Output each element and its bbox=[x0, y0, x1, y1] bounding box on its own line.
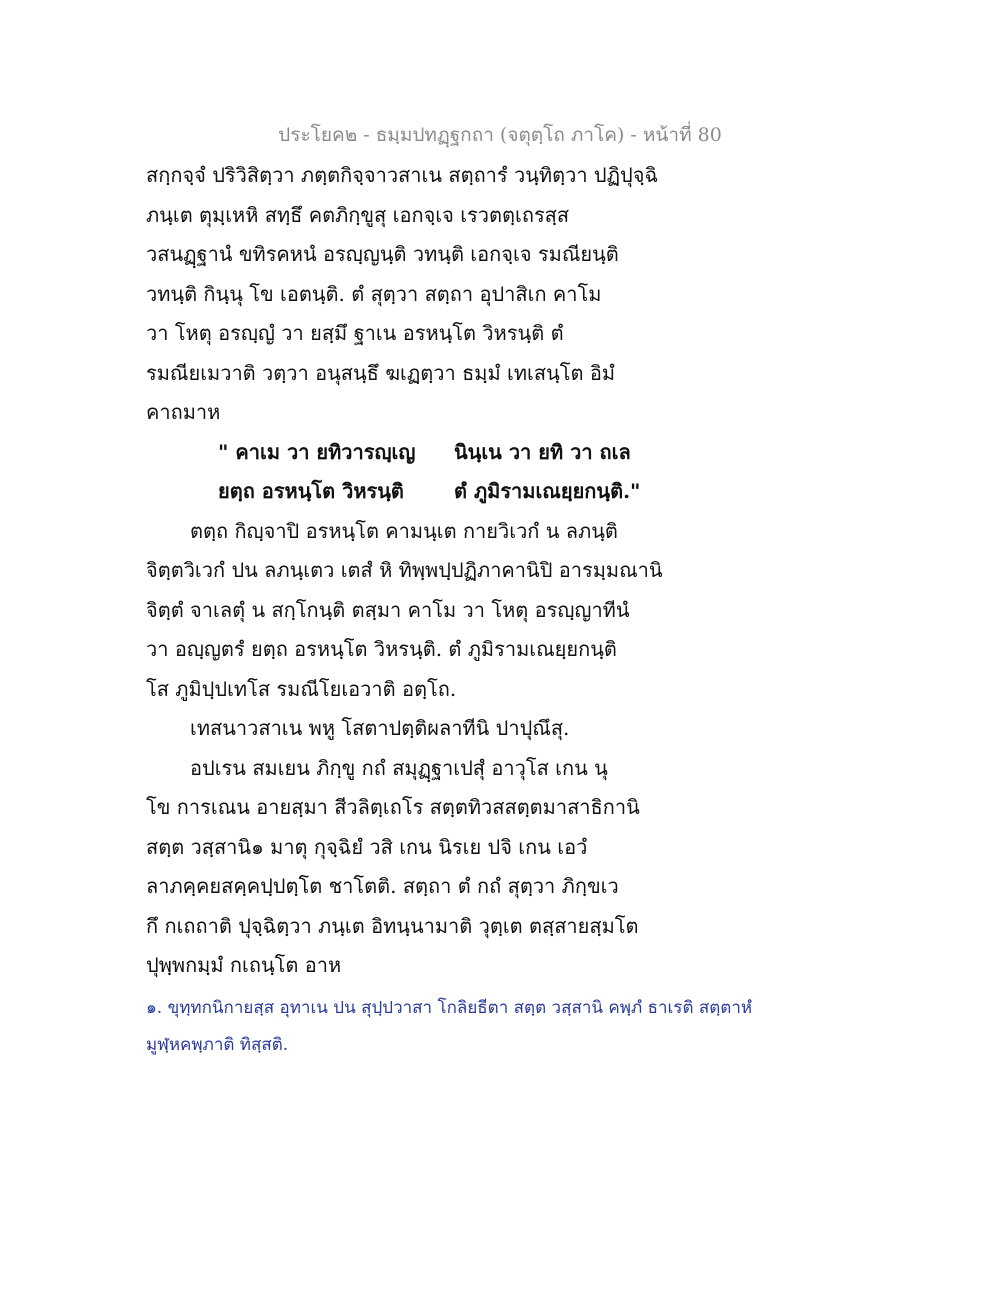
footnote-line: มูฬฺหคพฺภาติ ทิสฺสติ. bbox=[146, 1035, 289, 1055]
text-line: คาถมาห bbox=[146, 400, 221, 424]
text-line: อปเรน สมเยน ภิกฺขู กถํ สมุฏฺฐาเปสุํ อาวุโส เกน นุ bbox=[190, 755, 608, 780]
text-line: ลาภคฺคยสคฺคปฺปตฺโต ชาโตติ. สตฺถา ตํ กถํ สุตฺวา ภิกฺขเว bbox=[146, 874, 619, 898]
verse-block bbox=[146, 433, 706, 512]
verse-half: ตํ ภูมิรามเณยฺยกนฺติ." bbox=[454, 479, 641, 503]
verse-half: นินฺเน วา ยทิ วา ถเล bbox=[454, 439, 631, 464]
footnote bbox=[146, 990, 786, 1064]
text-line: วทนฺติ กินฺนุ โข เอตนฺติ. ตํ สุตฺวา สตฺถา อุปาสิเก คาโม bbox=[146, 281, 602, 306]
text-line: จิตฺตํ จาเลตุํ น สกฺโกนฺติ ตสฺมา คาโม วา โหตุ อรญฺญาทีนํ bbox=[146, 597, 630, 622]
text-line: กึ กเถถาติ ปุจฺฉิตฺวา ภนฺเต อิทนฺนามาติ วุตฺเต ตสฺสายสฺมโต bbox=[146, 913, 639, 938]
verse-line bbox=[146, 433, 706, 473]
text-line: ตตฺถ กิญฺจาปิ อรหนฺโต คามนฺเต กายวิเวกํ น ลภนฺติ bbox=[190, 518, 618, 543]
text-line: จิตฺตวิเวกํ ปน ลภนฺเตว เตสํ หิ ทิพฺพปฺปฏิภาคานิปิ อารมฺมณานิ bbox=[146, 558, 663, 582]
paragraph-2 bbox=[146, 512, 706, 986]
paragraph-1 bbox=[146, 156, 706, 433]
verse-half: ยตฺถ อรหนฺโต วิหรนฺติ bbox=[218, 479, 404, 503]
text-line: เทสนาวสาเน พหู โสตาปตฺติผลาทีนิ ปาปุณึสุ. bbox=[190, 716, 570, 740]
footnote-line: ๑. ขุทฺทกนิกายสฺส อุทาเน ปน สุปฺปวาสา โกลิยธีตา สตฺต วสฺสานิ คพฺภํ ธาเรติ สตฺตาหํ bbox=[146, 998, 753, 1018]
text-line: วา โหตุ อรญฺญํ วา ยสฺมึ ฐาเน อรหนฺโต วิหรนฺติ ตํ bbox=[146, 321, 564, 345]
text-line: โข การเณน อายสฺมา สีวลิตฺเถโร สตฺตทิวสสตฺตมาสาธิกานิ bbox=[146, 795, 640, 819]
text-line: วสนฏฺฐานํ ขทิรคหนํ อรญฺญนฺติ วทนฺติ เอกจฺเจ รมณียนฺติ bbox=[146, 242, 619, 266]
text-line: สตฺต วสฺสานิ๑ มาตุ กุจฺฉิยํ วสิ เกน นิรเย ปจิ เกน เอวํ bbox=[146, 834, 588, 859]
text-line: รมณียเมวาติ วตฺวา อนุสนฺธึ ฆเฏตฺวา ธมฺมํ เทเสนฺโต อิมํ bbox=[146, 360, 616, 385]
text-line: วา อญฺญตรํ ยตฺถ อรหนฺโต วิหรนฺติ. ตํ ภูมิรามเณยฺยกนฺติ bbox=[146, 637, 617, 661]
text-line: โส ภูมิปฺปเทโส รมณีโยเอวาติ อตฺโถ. bbox=[146, 676, 457, 701]
text-line: ภนฺเต ตุมฺเหหิ สทฺธึ คตภิกฺขูสุ เอกจฺเจ เรวตตฺเถรสฺส bbox=[146, 202, 570, 227]
verse-half: " คาเม วา ยทิวารญฺเญ bbox=[218, 439, 416, 464]
body-text bbox=[146, 156, 706, 986]
page-header: ประโยค๒ - ธมฺมปทฏฺฐกถา (จตุตฺโถ ภาโค) - หน้าที่ 80 bbox=[278, 124, 722, 146]
verse-line bbox=[146, 472, 706, 512]
text-line: สกฺกจฺจํ ปริวิสิตฺวา ภตฺตกิจฺจาวสาเน สตฺถารํ วนฺทิตฺวา ปฏิปุจฺฉิ bbox=[146, 163, 659, 187]
text-line: ปุพฺพกมฺมํ กเถนฺโต อาห bbox=[146, 953, 342, 977]
